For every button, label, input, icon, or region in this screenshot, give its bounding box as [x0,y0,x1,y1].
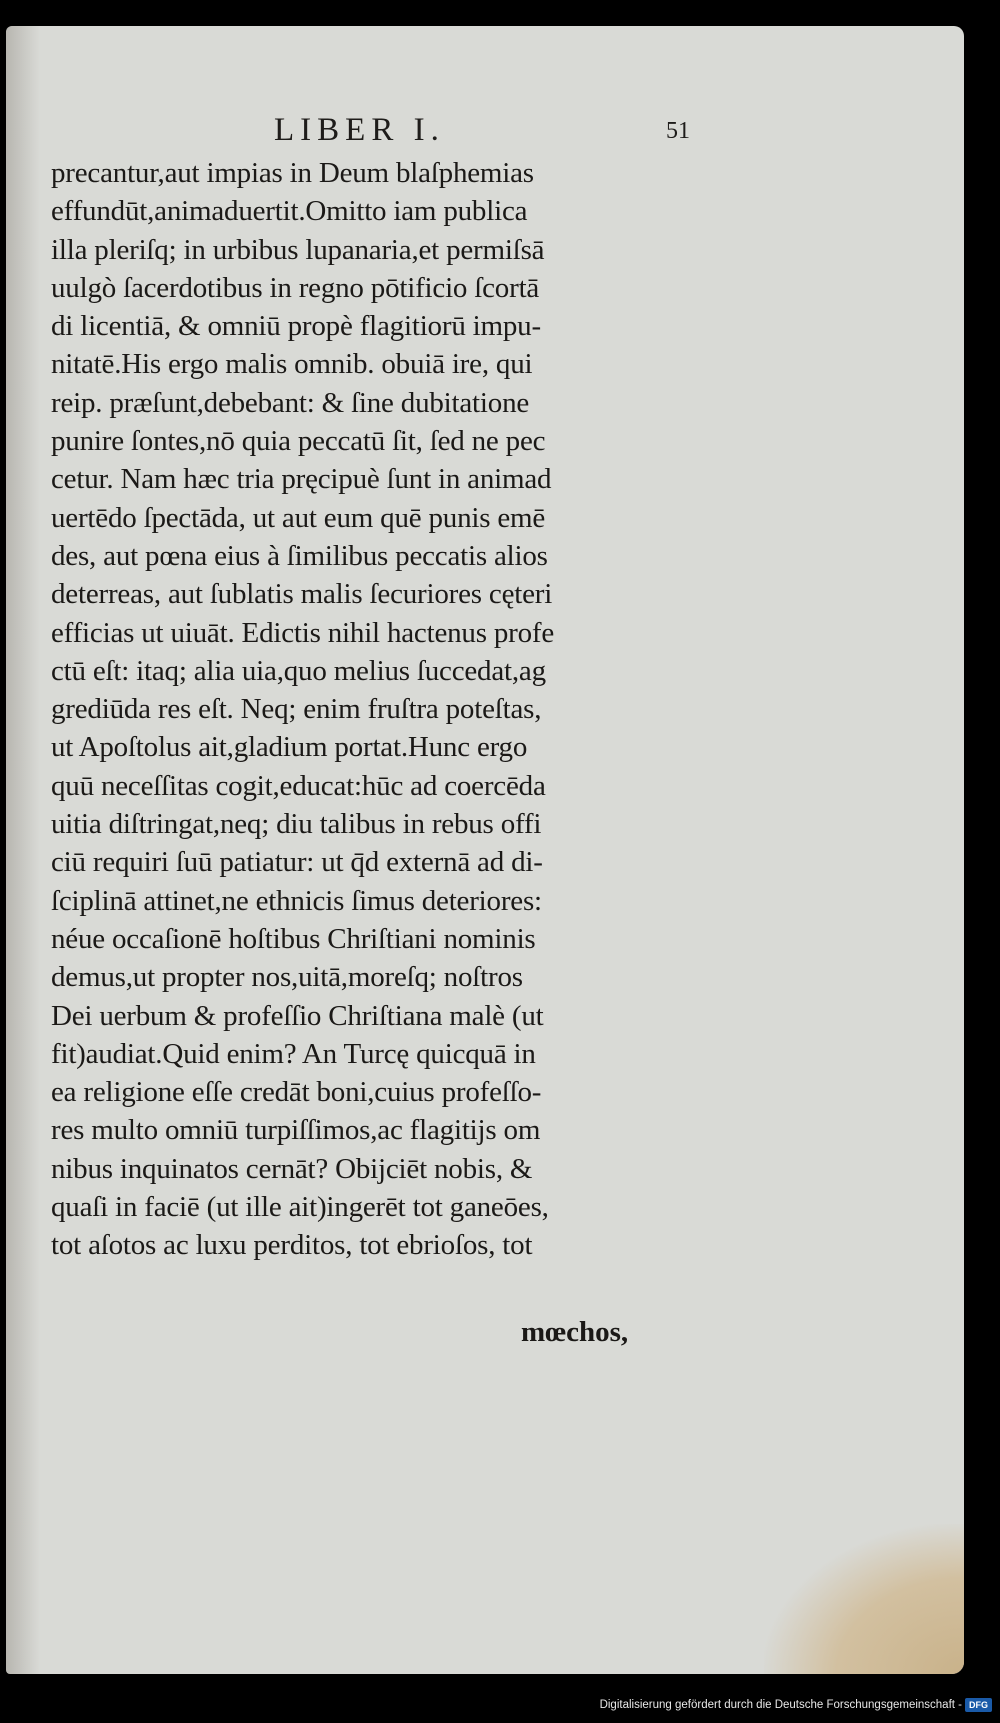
text-line: res multo omniū turpiſſimos,ac flagitijs om [51,1114,541,1147]
text-line: uertēdo ſpectāda, ut aut eum quē punis emē [51,501,546,534]
funding-credit: Digitalisierung gefördert durch die Deutsche Forschungsgemeinschaft - [599,1699,962,1711]
text-line: illa pleriſq; in urbibus lupanaria,et permiſsā [51,233,545,266]
page-header [6,112,964,152]
text-line: uulgò ſacerdotibus in regno pōtificio ſcortā [51,271,540,304]
text-line: di licentiā, & omniū propè flagitiorū impu- [51,310,541,343]
text-block [51,154,696,1265]
text-line: cetur. Nam hæc tria pręcipuè ſunt in animad [51,463,552,496]
text-line: quaſi in faciē (ut ille ait)ingerēt tot ganeōes, [51,1191,549,1224]
text-line: Dei uerbum & profeſſio Chriſtiana malè (ut [51,999,544,1032]
text-line: deterreas, aut ſublatis malis ſecuriores cęteri [51,578,553,611]
catchword: mœchos, [521,1316,629,1348]
text-line: ut Apoſtolus ait,gladium portat.Hunc ergo [51,731,528,764]
text-line: néue occaſionē hoſtibus Chriſtiani nominis [51,922,536,955]
text-line: nitatē.His ergo malis omnib. obuiā ire, qui [51,348,533,381]
running-title: LIBER I. [274,112,445,148]
text-line: precantur,aut impias in Deum blaſphemias [51,157,534,189]
text-line: tot aſotos ac luxu perditos, tot ebrioſos, tot [51,1229,533,1262]
text-line: efficias ut uiuāt. Edictis nihil hactenus profe [51,616,555,649]
text-line: uitia diſtringat,neq; diu talibus in rebus offi [51,808,542,841]
text-line: fit)audiat.Quid enim? An Turcę quicquā in [51,1037,536,1070]
text-line: reip. præſunt,debebant: & ſine dubitatione [51,386,530,419]
folio-number: 51 [666,118,690,144]
text-line: ſciplinā attinet,ne ethnicis ſimus deteriores: [51,884,542,917]
text-line: grediūda res eſt. Neq; enim fruſtra poteſtas, [51,693,542,726]
text-line: quū neceſſitas cogit,educat:hūc ad coercēda [51,769,546,802]
text-line: des, aut pœna eius à ſimilibus peccatis alios [51,539,548,572]
text-line: effundūt,animaduertit.Omitto iam publica [51,195,528,228]
dfg-logo-icon: DFG [965,1698,992,1712]
book-page [6,26,964,1674]
text-line: ciū requiri ſuū patiatur: ut q̄d externā ad di- [51,846,543,879]
digitization-footer [0,1694,1000,1723]
text-line: ctū eſt: itaq; alia uia,quo melius ſuccedat,ag [51,654,546,687]
text-line: demus,ut propter nos,uitā,moreſq; noſtros [51,961,523,994]
page-stain [764,1524,964,1674]
text-line: punire ſontes,nō quia peccatū ſit, ſed ne pec [51,425,546,458]
text-line: ea religione eſſe credāt boni,cuius profeſſo- [51,1076,542,1109]
text-line: nibus inquinatos cernāt? Obijciēt nobis, & [51,1152,533,1185]
